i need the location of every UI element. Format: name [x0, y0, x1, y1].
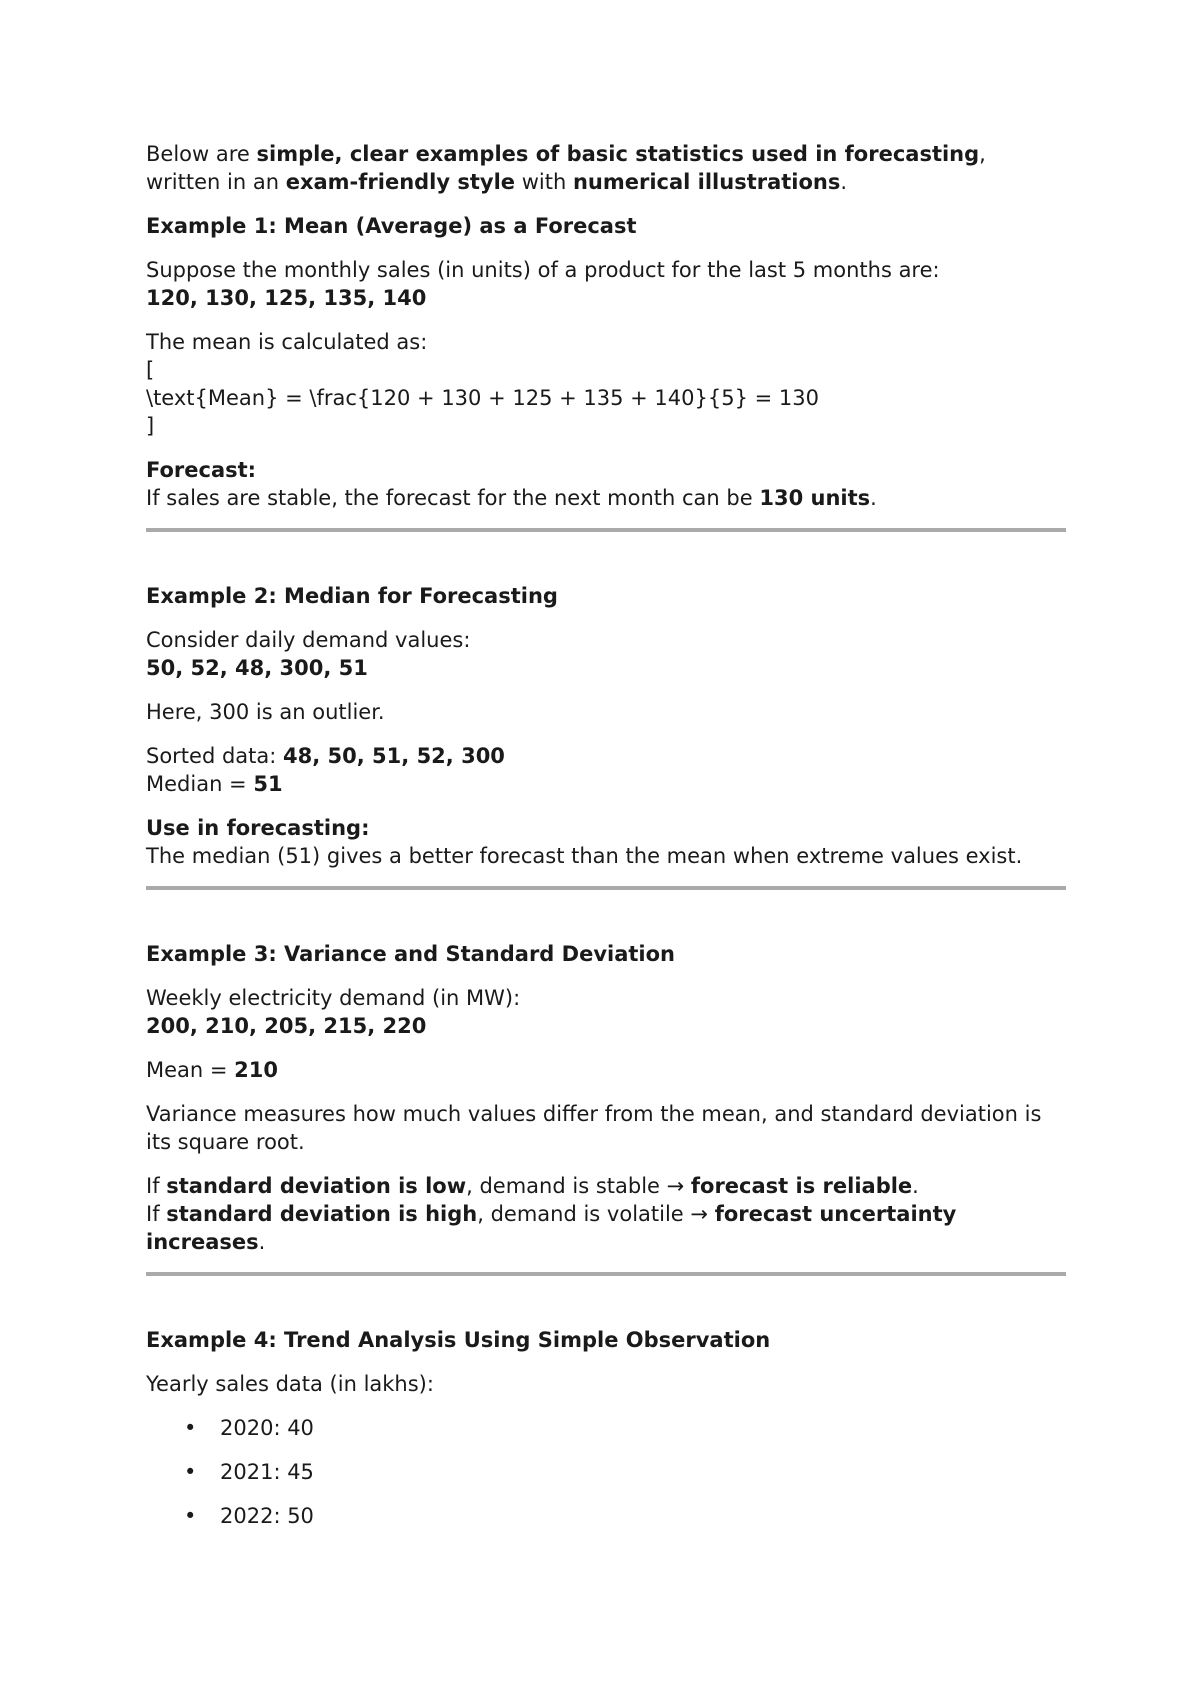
example-2-use	[146, 814, 1066, 870]
list-item-text: 2022: 50	[220, 1504, 314, 1528]
section-divider	[146, 1272, 1066, 1276]
mean-value: 210	[234, 1058, 279, 1082]
median-label: Median =	[146, 772, 254, 796]
bullet-icon: •	[184, 1416, 197, 1440]
calc-intro: The mean is calculated as:	[146, 330, 428, 354]
interp-bold: standard deviation is high	[166, 1202, 478, 1226]
interp-text: .	[258, 1230, 266, 1254]
example-3-text: Weekly electricity demand (in MW):	[146, 986, 521, 1010]
interp-bold: forecast uncertainty increases	[146, 1202, 957, 1254]
intro-text: Below are	[146, 142, 257, 166]
interp-bold: forecast is reliable	[690, 1174, 913, 1198]
intro-text: .	[840, 170, 848, 194]
interp-text: If	[146, 1174, 167, 1198]
example-2-description	[146, 626, 1066, 682]
sorted-values: 48, 50, 51, 52, 300	[283, 744, 505, 768]
list-item	[146, 1458, 1066, 1486]
forecast-text: If sales are stable, the forecast for the next month can be	[146, 486, 760, 510]
example-3-heading: Example 3: Variance and Standard Deviation	[146, 942, 675, 966]
section-divider	[146, 528, 1066, 532]
calc-close-bracket: ]	[146, 414, 155, 438]
example-2-median	[146, 742, 1066, 798]
interp-text: , demand is volatile →	[477, 1202, 715, 1226]
example-3-mean	[146, 1056, 1066, 1084]
list-item-text: 2020: 40	[220, 1416, 314, 1440]
bullet-icon: •	[184, 1460, 197, 1484]
interp-bold: standard deviation is low	[166, 1174, 467, 1198]
example-1-description	[146, 256, 1066, 312]
example-3-interpretation	[146, 1172, 1066, 1256]
sales-list	[146, 1414, 1066, 1530]
list-item-text: 2021: 45	[220, 1460, 314, 1484]
example-2-text: Consider daily demand values:	[146, 628, 471, 652]
intro-paragraph	[146, 140, 1066, 196]
intro-text: written in an	[146, 170, 286, 194]
list-item	[146, 1414, 1066, 1442]
document-page	[146, 140, 1066, 1546]
example-2-outlier: Here, 300 is an outlier.	[146, 700, 385, 724]
example-3-variance: Variance measures how much values differ from the mean, and standard deviation is its square root.	[146, 1102, 1042, 1154]
use-text: The median (51) gives a better forecast than the mean when extreme values exist.	[146, 844, 1023, 868]
calc-open-bracket: [	[146, 358, 155, 382]
example-3-values: 200, 210, 205, 215, 220	[146, 1014, 427, 1038]
example-2-values: 50, 52, 48, 300, 51	[146, 656, 368, 680]
forecast-value: 130 units	[759, 486, 871, 510]
sorted-label: Sorted data:	[146, 744, 284, 768]
list-item	[146, 1502, 1066, 1530]
mean-formula: \text{Mean} = \frac{120 + 130 + 125 + 135 + 140}{5} = 130	[146, 386, 819, 410]
example-4-heading: Example 4: Trend Analysis Using Simple Observation	[146, 1328, 771, 1352]
example-1-values: 120, 130, 125, 135, 140	[146, 286, 427, 310]
interp-text: If	[146, 1202, 167, 1226]
interp-text: , demand is stable →	[466, 1174, 691, 1198]
example-3-description	[146, 984, 1066, 1040]
example-2-heading: Example 2: Median for Forecasting	[146, 584, 558, 608]
median-value: 51	[253, 772, 283, 796]
section-divider	[146, 886, 1066, 890]
example-1-forecast	[146, 456, 1066, 512]
example-1-text: Suppose the monthly sales (in units) of a product for the last 5 months are:	[146, 258, 940, 282]
example-1-calculation	[146, 328, 1066, 440]
example-1-heading: Example 1: Mean (Average) as a Forecast	[146, 214, 637, 238]
example-4-description: Yearly sales data (in lakhs):	[146, 1372, 434, 1396]
bullet-icon: •	[184, 1504, 197, 1528]
forecast-label: Forecast:	[146, 458, 257, 482]
intro-text: ,	[979, 142, 986, 166]
interp-text: .	[912, 1174, 919, 1198]
mean-label: Mean =	[146, 1058, 235, 1082]
intro-bold: simple, clear examples of basic statistics used in forecasting	[256, 142, 980, 166]
use-label: Use in forecasting:	[146, 816, 370, 840]
intro-bold: numerical illustrations	[572, 170, 841, 194]
intro-bold: exam-friendly style	[285, 170, 516, 194]
forecast-text: .	[870, 486, 877, 510]
intro-text: with	[515, 170, 573, 194]
